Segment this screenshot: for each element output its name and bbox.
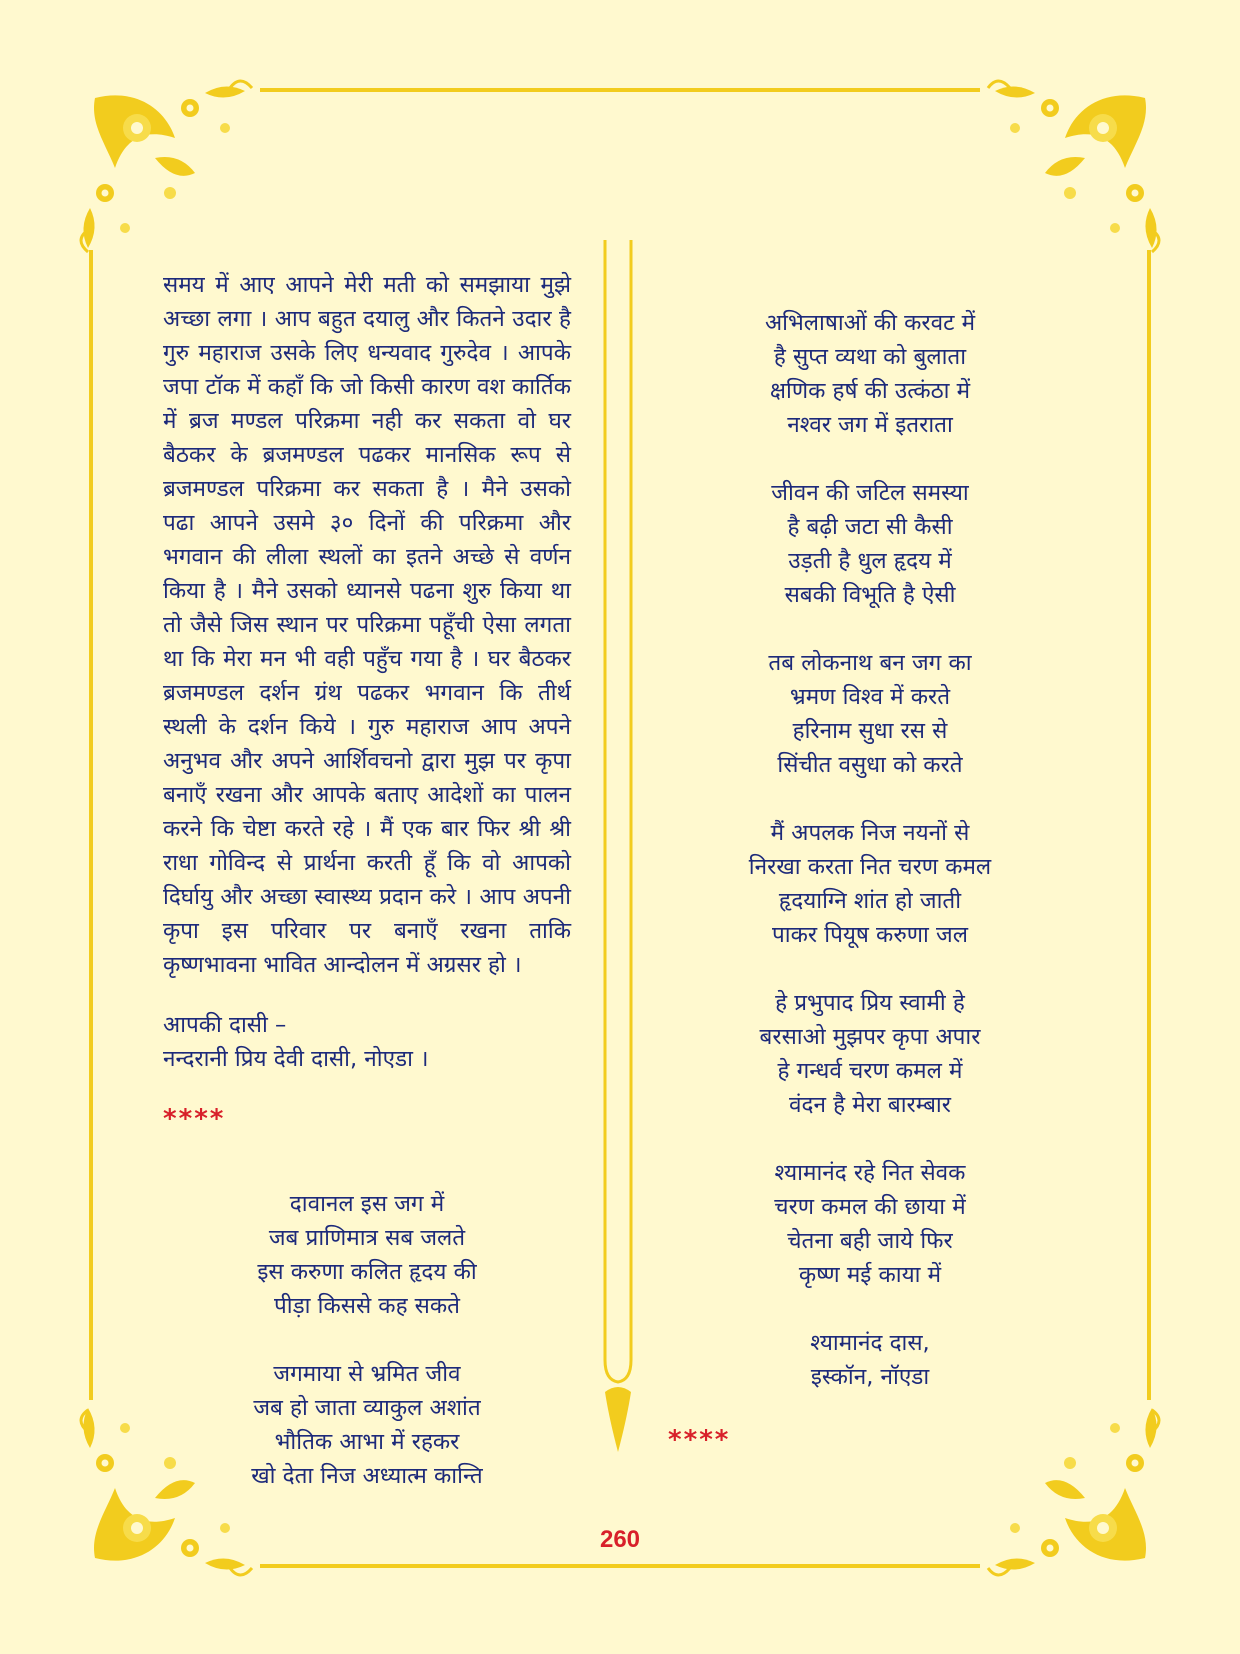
poem-line: उड़ती है धुल हृदय में [788, 548, 952, 574]
poem-line: पाकर पियूष करुणा जल [772, 922, 968, 948]
letter-signature-block [163, 1008, 571, 1076]
letter-column [163, 268, 571, 1136]
poem-line: बरसाओ मुझपर कृपा अपार [759, 1024, 981, 1050]
poem-author-line: इस्कॉन, नॉएडा [810, 1364, 930, 1390]
poem-line: पीड़ा किससे कह सकते [274, 1293, 460, 1319]
letter-closing: आपकी दासी – [163, 1012, 287, 1038]
poem-left-column [163, 1187, 571, 1527]
poem-right-column [716, 306, 1024, 1394]
poem-stanza [716, 476, 1024, 612]
poem-line: हृदयाग्नि शांत हो जाती [778, 888, 962, 914]
poem-line: भौतिक आभा में रहकर [274, 1429, 460, 1455]
poem-line: जगमाया से भ्रमित जीव [273, 1361, 461, 1387]
poem-stanza [716, 306, 1024, 442]
poem-line: सबकी विभूति है ऐसी [784, 582, 956, 608]
poem-line: अभिलाषाओं की करवट में [764, 310, 976, 336]
poem-line: मैं अपलक निज नयनों से [770, 820, 970, 846]
poem-line: हरिनाम सुधा रस से [792, 718, 948, 744]
poem-line: चरण कमल की छाया में [774, 1194, 966, 1220]
poem-line: इस करुणा कलित हृदय की [257, 1259, 477, 1285]
poem-line: निरखा करता नित चरण कमल [748, 854, 992, 880]
poem-stanza [716, 816, 1024, 952]
poem-line: खो देता निज अध्यात्म कान्ति [251, 1463, 483, 1489]
poem-line: सिंचीत वसुधा को करते [777, 752, 963, 778]
poem-stanza [163, 1357, 571, 1493]
poem-line: वंदन है मेरा बारम्बार [789, 1092, 951, 1118]
poem-line: कृष्ण मई काया में [798, 1262, 942, 1288]
poem-author-line: श्यामानंद दास, [810, 1330, 930, 1356]
poem-line: है बढ़ी जटा सी कैसी [787, 514, 953, 540]
poem-line: भ्रमण विश्व में करते [789, 684, 951, 710]
poem-stanza [716, 1156, 1024, 1292]
separator-stars-right: **** [668, 1425, 731, 1455]
poem-line: दावानल इस जग में [289, 1191, 445, 1217]
poem-stanza [716, 986, 1024, 1122]
letter-signature: नन्दरानी प्रिय देवी दासी, नोएडा । [163, 1046, 429, 1072]
poem-line: हे गन्धर्व चरण कमल में [777, 1058, 963, 1084]
poem-line: नश्वर जग में इतराता [787, 412, 953, 438]
letter-body: समय में आए आपने मेरी मती को समझाया मुझे अच्छा लगा । आप बहुत दयालु और कितने उदार है गुरु महाराज उसके लिए धन्यवाद गुरुदेव । आपके जपा टॉक में कहाँ कि जो किसी कारण वश कार्तिक में ब्रज मण्डल परिक्रमा नही कर सकता वो घर बैठकर के ब्रजमण्डल पढकर मानसिक रूप से ब्रजमण्डल परिक्रमा कर सकता है । मैने उसको पढा आपने उसमे ३० दिनों की परिक्रमा और भगवान की लीला स्थलों का इतने अच्छे से वर्णन किया है । मैने उसको ध्यानसे पढना शुरु किया था तो जैसे जिस स्थान पर परिक्रमा पहूँची ऐसा लगता था कि मेरा मन भी वही पहुँच गया है । घर बैठकर ब्रजमण्डल दर्शन ग्रंथ पढकर भगवान कि तीर्थ स्थली के दर्शन किये । गुरु महाराज आप अपने अनुभव और अपने आर्शिवचनो द्वारा मुझ पर कृपा बनाएँ रखना और आपके बताए आदेशों का पालन करने कि चेष्टा करते रहे । मैं एक बार फिर श्री श्री राधा गोविन्द से प्रार्थना करती हूँ कि वो आपको दिर्घायु और अच्छा स्वास्थ्य प्रदान करे । आप अपनी कृपा इस परिवार पर बनाएँ रखना ताकि कृष्णभावना भावित आन्दोलन में अग्रसर हो । [163, 272, 571, 978]
poem-line: तब लोकनाथ बन जग का [768, 650, 972, 676]
separator-stars-left: **** [163, 1104, 226, 1134]
page-number: 260 [599, 1526, 641, 1553]
poem-line: हे प्रभुपाद प्रिय स्वामी हे [775, 990, 965, 1016]
poem-line: जीवन की जटिल समस्या [771, 480, 969, 506]
poem-stanza [716, 646, 1024, 782]
poem-line: क्षणिक हर्ष की उत्कंठा में [769, 378, 971, 404]
poem-line: चेतना बही जाये फिर [787, 1228, 953, 1254]
poem-line: जब हो जाता व्याकुल अशांत [253, 1395, 481, 1421]
poem-line: श्यामानंद रहे नित सेवक [774, 1160, 966, 1186]
poem-stanza [163, 1187, 571, 1323]
poem-line: जब प्राणिमात्र सब जलते [268, 1225, 466, 1251]
poem-line: है सुप्त व्यथा को बुलाता [773, 344, 967, 370]
poem-author [716, 1326, 1024, 1394]
